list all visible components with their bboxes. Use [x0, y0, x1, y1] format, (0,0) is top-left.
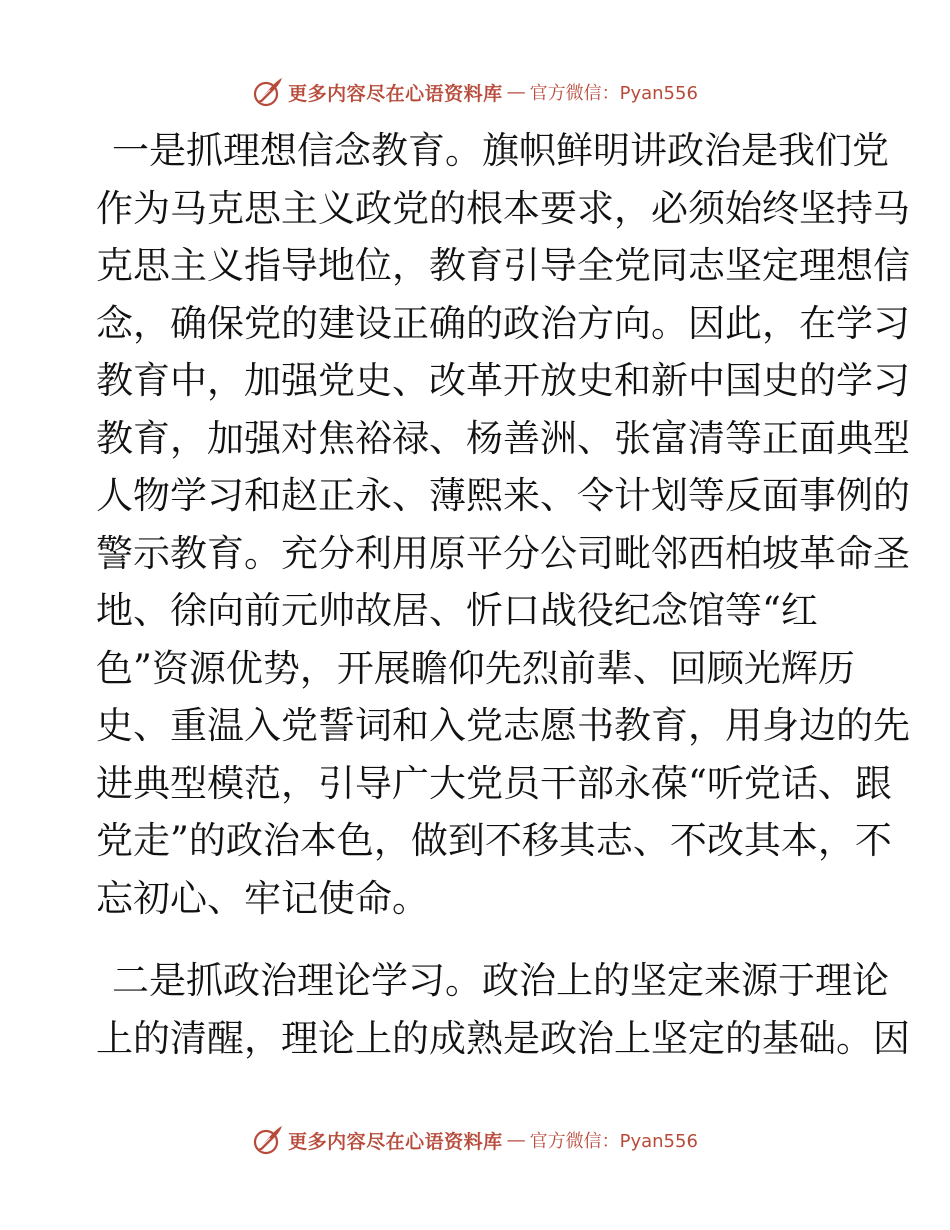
text-line: 念，确保党的建设正确的政治方向。因此，在学习 [96, 301, 910, 345]
text-line: 警示教育。充分利用原平分公司毗邻西柏坡革命圣 [96, 531, 910, 575]
watermark-contact: 官方微信：Pyan556 [529, 83, 698, 104]
text-line: 教育，加强对焦裕禄、杨善洲、张富清等正面典型 [96, 416, 910, 460]
header-watermark [0, 72, 950, 112]
text-line: 教育中，加强党史、改革开放史和新中国史的学习 [96, 359, 910, 402]
text-line: 进典型模范，引导广大党员干部永葆“听党话、跟 [96, 761, 892, 805]
watermark-dash: — [506, 1129, 526, 1151]
text-line: 忘初心、牢记使命。 [96, 876, 429, 920]
footer-watermark [0, 1120, 950, 1160]
paragraph-theory-study [96, 952, 910, 1067]
document-body [96, 122, 910, 1067]
quill-logo-icon [252, 76, 284, 108]
watermark-dash: — [506, 81, 526, 103]
text-line: 克思主义指导地位，教育引导全党同志坚定理想信 [96, 244, 910, 287]
text-line: 二是抓政治理论学习。政治上的坚定来源于理论 [112, 959, 889, 1002]
paragraph-ideals-education [96, 122, 910, 927]
text-line: 作为马克思主义政党的根本要求，必须始终坚持马 [96, 186, 910, 230]
text-line: 地、徐向前元帅故居、忻口战役纪念馆等“红 [96, 589, 818, 632]
text-line: 上的清醒，理论上的成熟是政治上坚定的基础。因 [96, 1016, 910, 1060]
text-line: 色”资源优势，开展瞻仰先烈前辈、回顾光辉历 [96, 646, 855, 690]
watermark-contact: 官方微信：Pyan556 [529, 1131, 698, 1152]
text-line: 党走”的政治本色，做到不移其志、不改其本，不 [96, 819, 892, 862]
text-line: 一是抓理想信念教育。旗帜鲜明讲政治是我们党 [112, 129, 889, 172]
text-line: 史、重温入党誓词和入党志愿书教育，用身边的先 [96, 704, 910, 747]
quill-logo-icon [252, 1124, 284, 1156]
text-line: 人物学习和赵正永、薄熙来、令计划等反面事例的 [96, 474, 910, 517]
watermark-text: 更多内容尽在心语资料库 [288, 82, 503, 105]
watermark-text: 更多内容尽在心语资料库 [288, 1130, 503, 1153]
